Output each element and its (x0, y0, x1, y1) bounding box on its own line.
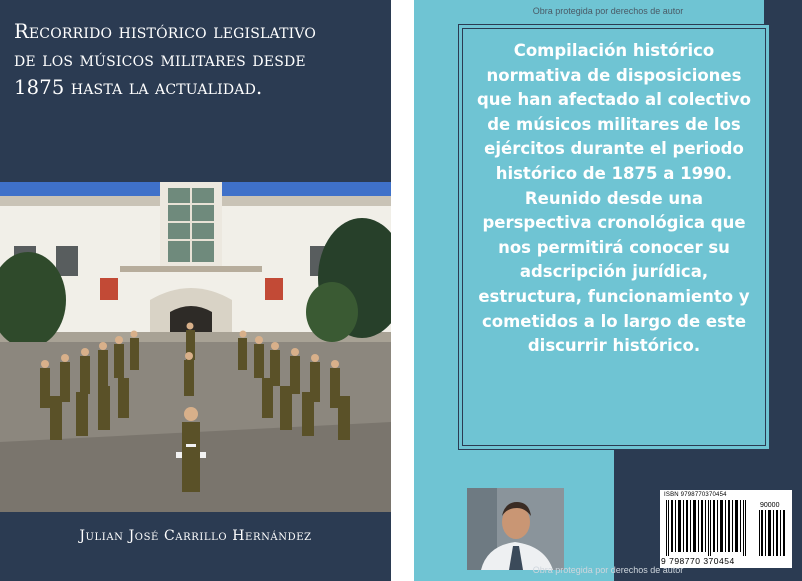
isbn-barcode (660, 490, 792, 568)
blurb-frame (462, 28, 766, 446)
blurb-text: Compilación histórico normativa de disposiciones que han afectado al colectivo de músicos militares de los ejércitos durante el periodo histórico de 1875 a 1990. Reunido desde una perspectiva cronológica que nos permitirá conocer su adscripción jurídica, estructura, funcionamiento y cometidos a lo largo de este discurrir histórico. (477, 41, 751, 356)
watermark-top: Obra protegida por derechos de autor (532, 6, 684, 16)
front-cover (0, 0, 391, 581)
title-line-1: Recorrido histórico legislativo (14, 20, 317, 43)
title-line-2: de los músicos militares desde (14, 48, 306, 71)
military-band-photo (0, 182, 391, 512)
title-line-3: 1875 hasta la actualidad. (14, 76, 263, 99)
price-code: 90000 (760, 502, 780, 509)
barcode-bars (664, 500, 788, 556)
author-name: Julian José Carrillo Hernández (79, 528, 312, 544)
back-cover (414, 0, 802, 581)
author-photo (467, 488, 564, 570)
isbn-label: ISBN 9798770370454 (664, 492, 727, 498)
watermark-bottom: Obra protegida por derechos de autor (532, 565, 684, 575)
book-title (14, 18, 384, 102)
ean-digits: 9 798770 370454 (661, 556, 735, 566)
